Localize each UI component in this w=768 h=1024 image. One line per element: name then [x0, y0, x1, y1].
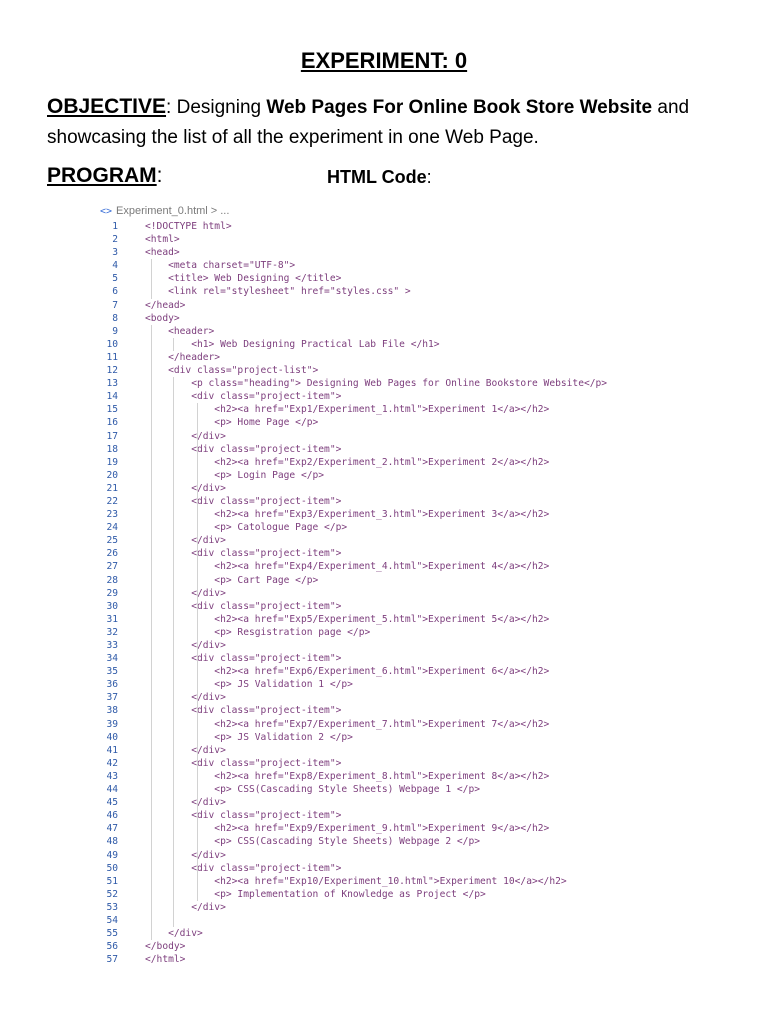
code-line — [98, 849, 678, 862]
code-line — [98, 312, 678, 325]
code-text: <div class="project-item"> — [145, 548, 342, 560]
indent-guide — [151, 325, 152, 941]
code-line — [98, 574, 678, 587]
code-text: <p> CSS(Cascading Style Sheets) Webpage 1 </p> — [145, 784, 481, 796]
code-line — [98, 325, 678, 338]
program-label: PROGRAM — [47, 164, 157, 187]
code-line — [98, 482, 678, 495]
line-number: 57 — [106, 954, 118, 966]
code-text: <head> — [145, 247, 180, 259]
code-line — [98, 809, 678, 822]
line-number: 41 — [106, 744, 118, 756]
editor-breadcrumb — [100, 203, 229, 219]
code-line — [98, 560, 678, 573]
code-text: <div class="project-item"> — [145, 705, 342, 717]
code-line — [98, 639, 678, 652]
code-text: <p class="heading"> Designing Web Pages for Online Bookstore Website</p> — [145, 378, 608, 390]
line-number: 1 — [112, 221, 118, 232]
code-line — [98, 691, 678, 704]
line-number: 18 — [106, 443, 118, 455]
code-line — [98, 430, 678, 443]
code-line — [98, 364, 678, 377]
code-text: <!DOCTYPE html> — [145, 221, 232, 232]
code-line — [98, 757, 678, 770]
line-number: 10 — [106, 338, 118, 350]
breadcrumb-more: ... — [220, 205, 230, 217]
code-text: <h2><a href="Exp9/Experiment_9.html">Experiment 9</a></h2> — [145, 823, 550, 835]
line-number: 9 — [112, 325, 118, 337]
line-number: 40 — [106, 731, 118, 743]
code-line — [98, 783, 678, 796]
code-text: <div class="project-item"> — [145, 495, 342, 507]
code-text: <link rel="stylesheet" href="styles.css" > — [145, 286, 411, 298]
line-number: 49 — [106, 849, 118, 861]
line-number: 39 — [106, 718, 118, 730]
line-number: 54 — [106, 914, 118, 926]
code-file-icon: <> — [100, 206, 113, 217]
code-text: </div> — [145, 535, 226, 547]
program-heading — [47, 162, 163, 190]
code-line — [98, 875, 678, 888]
code-text: <body> — [145, 312, 180, 324]
line-number: 45 — [106, 797, 118, 809]
indent-guide — [197, 403, 198, 901]
code-text: </head> — [145, 299, 186, 311]
line-number: 46 — [106, 810, 118, 822]
code-line — [98, 456, 678, 469]
code-text: <p> Catologue Page </p> — [145, 522, 348, 534]
line-number: 51 — [106, 875, 118, 887]
code-line — [98, 495, 678, 508]
line-number: 2 — [112, 234, 118, 246]
code-text: <h2><a href="Exp5/Experiment_5.html">Experiment 5</a></h2> — [145, 613, 550, 625]
program-row — [47, 162, 747, 190]
objective-text-before: Designing — [171, 97, 267, 118]
objective-colon: : — [166, 97, 172, 118]
code-line — [98, 508, 678, 521]
code-text: <title> Web Designing </title> — [145, 273, 342, 285]
code-line — [98, 770, 678, 783]
objective-text-after: and showcasing the list of all the experiment in one Web Page. — [47, 97, 690, 148]
code-text: <p> Cart Page </p> — [145, 574, 319, 586]
code-text: <h2><a href="Exp8/Experiment_8.html">Experiment 8</a></h2> — [145, 770, 550, 782]
code-text: <p> CSS(Cascading Style Sheets) Webpage 2 </p> — [145, 836, 481, 848]
objective-label: OBJECTIVE — [47, 95, 167, 118]
line-number: 29 — [106, 587, 118, 599]
code-line — [98, 652, 678, 665]
code-line — [98, 927, 678, 940]
line-number: 22 — [106, 495, 118, 507]
code-text: </header> — [145, 351, 221, 363]
code-line — [98, 416, 678, 429]
code-text: <div class="project-item"> — [145, 810, 342, 822]
code-text: <div class="project-item"> — [145, 443, 342, 455]
line-number: 25 — [106, 535, 118, 547]
line-number: 15 — [106, 404, 118, 416]
objective-paragraph — [47, 92, 747, 153]
line-number: 6 — [112, 286, 118, 298]
line-number: 3 — [112, 247, 118, 259]
code-line — [98, 338, 678, 351]
code-line — [98, 822, 678, 835]
code-line — [98, 665, 678, 678]
line-number: 48 — [106, 836, 118, 848]
code-line — [98, 547, 678, 560]
code-line — [98, 377, 678, 390]
code-line — [98, 626, 678, 639]
line-number: 35 — [106, 666, 118, 678]
line-number: 42 — [106, 757, 118, 769]
line-number: 36 — [106, 679, 118, 691]
code-line — [98, 390, 678, 403]
code-line — [98, 220, 678, 233]
code-text: <div class="project-list"> — [145, 365, 319, 377]
line-number: 52 — [106, 888, 118, 900]
line-number: 4 — [112, 260, 118, 272]
code-text: <html> — [145, 234, 180, 246]
code-line — [98, 704, 678, 717]
code-text: </div> — [145, 640, 226, 651]
code-line — [98, 940, 678, 953]
code-line — [98, 731, 678, 744]
line-number: 53 — [106, 901, 118, 913]
program-colon: : — [156, 164, 163, 187]
line-number: 5 — [112, 273, 118, 285]
code-line — [98, 953, 678, 966]
code-text: <div class="project-item"> — [145, 757, 342, 769]
code-text: </div> — [145, 849, 226, 861]
objective-highlight: Web Pages For Online Book Store Website — [266, 97, 653, 118]
line-number: 31 — [106, 613, 118, 625]
code-line — [98, 469, 678, 482]
code-line — [98, 443, 678, 456]
code-line — [98, 796, 678, 809]
line-number: 37 — [106, 692, 118, 704]
code-text: <h2><a href="Exp7/Experiment_7.html">Experiment 7</a></h2> — [145, 718, 550, 730]
breadcrumb-separator: > — [210, 205, 218, 217]
line-number: 34 — [106, 653, 118, 665]
line-number: 16 — [106, 417, 118, 429]
line-number: 11 — [106, 351, 118, 363]
code-line — [98, 901, 678, 914]
code-text: </div> — [145, 692, 226, 704]
code-text: <header> — [145, 325, 215, 337]
line-number: 56 — [106, 941, 118, 953]
line-number: 8 — [112, 312, 118, 324]
code-text: </div> — [145, 587, 226, 599]
indent-guide — [173, 338, 174, 351]
code-lines — [98, 220, 678, 966]
code-line — [98, 233, 678, 246]
code-line — [98, 744, 678, 757]
code-line — [98, 914, 678, 927]
code-text: <p> Implementation of Knowledge as Project </p> — [145, 888, 486, 900]
code-line — [98, 888, 678, 901]
line-number: 33 — [106, 640, 118, 651]
code-text: <div class="project-item"> — [145, 862, 342, 874]
code-line — [98, 246, 678, 259]
code-line — [98, 600, 678, 613]
line-number: 43 — [106, 770, 118, 782]
code-text: </div> — [145, 744, 226, 756]
line-number: 12 — [106, 365, 118, 377]
code-text: <div class="project-item"> — [145, 391, 342, 403]
code-text: </div> — [145, 797, 226, 809]
line-number: 27 — [106, 561, 118, 573]
line-number: 28 — [106, 574, 118, 586]
code-screenshot — [98, 203, 678, 973]
code-line — [98, 521, 678, 534]
code-line — [98, 272, 678, 285]
line-number: 13 — [106, 378, 118, 390]
code-text: </div> — [145, 482, 226, 494]
indent-guide — [173, 377, 174, 927]
code-line — [98, 678, 678, 691]
code-text: <h2><a href="Exp2/Experiment_2.html">Experiment 2</a></h2> — [145, 456, 550, 468]
page-title: EXPERIMENT: 0 — [300, 48, 468, 73]
line-number: 55 — [106, 928, 118, 940]
html-code-colon: : — [426, 167, 432, 187]
line-number: 24 — [106, 522, 118, 534]
code-text: <h2><a href="Exp3/Experiment_3.html">Experiment 3</a></h2> — [145, 509, 550, 521]
code-text: <p> JS Validation 2 </p> — [145, 731, 353, 743]
code-text: </div> — [145, 901, 226, 913]
html-code-label: HTML Code — [327, 167, 427, 187]
line-number: 20 — [106, 469, 118, 481]
code-text: <meta charset="UTF-8"> — [145, 260, 296, 272]
code-text: </html> — [145, 954, 186, 966]
line-number: 47 — [106, 823, 118, 835]
code-line — [98, 351, 678, 364]
line-number: 38 — [106, 705, 118, 717]
code-line — [98, 587, 678, 600]
code-text: </body> — [145, 941, 186, 953]
line-number: 23 — [106, 509, 118, 521]
line-number: 50 — [106, 862, 118, 874]
code-line — [98, 613, 678, 626]
code-text: <h2><a href="Exp6/Experiment_6.html">Experiment 6</a></h2> — [145, 666, 550, 678]
code-text: <p> Resgistration page </p> — [145, 626, 371, 638]
html-code-heading — [327, 164, 432, 190]
indent-guide — [151, 259, 152, 298]
code-text: <h2><a href="Exp10/Experiment_10.html">Experiment 10</a></h2> — [145, 875, 567, 887]
code-text: <div class="project-item"> — [145, 600, 342, 612]
line-number: 21 — [106, 482, 118, 494]
code-text: <p> Home Page </p> — [145, 417, 319, 429]
code-line — [98, 403, 678, 416]
breadcrumb-file: Experiment_0.html — [116, 205, 208, 217]
line-number: 7 — [112, 299, 118, 311]
line-number: 14 — [106, 391, 118, 403]
line-number: 30 — [106, 600, 118, 612]
code-line — [98, 299, 678, 312]
line-number: 19 — [106, 456, 118, 468]
line-number: 32 — [106, 626, 118, 638]
code-text: <h1> Web Designing Practical Lab File </h1> — [145, 338, 440, 350]
line-number: 17 — [106, 430, 118, 442]
code-line — [98, 285, 678, 298]
code-line — [98, 718, 678, 731]
code-text: <p> Login Page </p> — [145, 469, 325, 481]
code-text: </div> — [145, 928, 203, 940]
code-text: <h2><a href="Exp4/Experiment_4.html">Experiment 4</a></h2> — [145, 561, 550, 573]
line-number: 26 — [106, 548, 118, 560]
code-text: <div class="project-item"> — [145, 653, 342, 665]
code-text: <h2><a href="Exp1/Experiment_1.html">Experiment 1</a></h2> — [145, 404, 550, 416]
code-text: <p> JS Validation 1 </p> — [145, 679, 353, 691]
code-line — [98, 259, 678, 272]
code-line — [98, 835, 678, 848]
code-line — [98, 862, 678, 875]
code-line — [98, 534, 678, 547]
code-text: </div> — [145, 430, 226, 442]
line-number: 44 — [106, 784, 118, 796]
